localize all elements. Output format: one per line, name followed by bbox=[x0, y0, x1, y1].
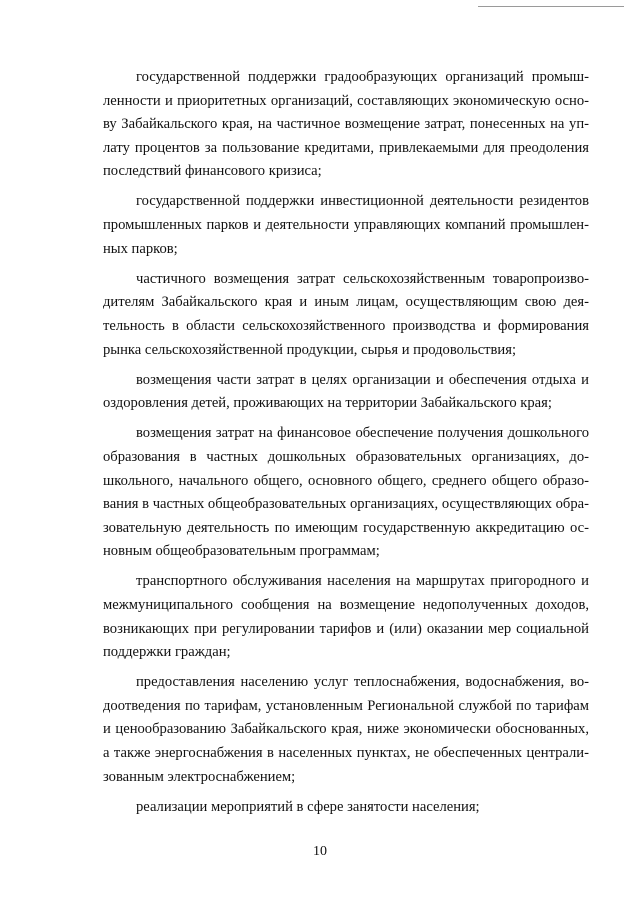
header-rule bbox=[478, 6, 624, 7]
paragraph-child-recreation: возмещения части затрат в целях организации и обеспечения отдыха и оздоровления детей, проживающих на территории Забайкальского края; bbox=[103, 371, 589, 412]
paragraph-utilities: предоставления населению услуг теплоснабжения, водоснабжения, водоотведения по тарифам, установленным Региональной службой по тарифам и ценообразованию Забайкальского края, ниже экономически обоснованных, а также энергоснабжения в населенных пунктах, не обеспеченных централизованным электроснабжением; bbox=[103, 674, 589, 785]
page-body bbox=[103, 66, 589, 819]
paragraph-employment: реализации мероприятий в сфере занятости населения; bbox=[136, 798, 480, 815]
paragraph-transport: транспортного обслуживания населения на маршрутах пригородного и межмуниципального сообщения на возмещение недополученных доходов, возникающих при регулировании тарифов и (или) оказании мер социальной поддержки граждан; bbox=[103, 573, 589, 661]
paragraph-industrial-support: государственной поддержки градообразующих организаций промышленности и приоритетных организаций, составляющих экономическую основу Забайкальского края, на частичное возмещение затрат, понесенных на уплату процентов за пользование кредитами, привлекаемыми для преодоления последствий финансового кризиса; bbox=[103, 69, 589, 180]
paragraph-private-education: возмещения затрат на финансовое обеспечение получения дошкольного образования в частных дошкольных образовательных организациях, дошкольного, начального общего, основного общего, среднего общего образования в частных общеобразовательных организациях, осуществляющих образовательную деятельность по имеющим государственную аккредитацию основным общеобразовательным программам; bbox=[103, 425, 589, 560]
paragraph-industrial-parks: государственной поддержки инвестиционной деятельности резидентов промышленных парков и деятельности управляющих компаний промышленных парков; bbox=[103, 193, 589, 257]
page-number: 10 bbox=[313, 844, 327, 859]
paragraph-agriculture: частичного возмещения затрат сельскохозяйственным товаропроизводителям Забайкальского края и иным лицам, осуществляющим свою деятельность в области сельскохозяйственного производства и формирования рынка сельскохозяйственной продукции, сырья и продовольствия; bbox=[103, 270, 589, 358]
